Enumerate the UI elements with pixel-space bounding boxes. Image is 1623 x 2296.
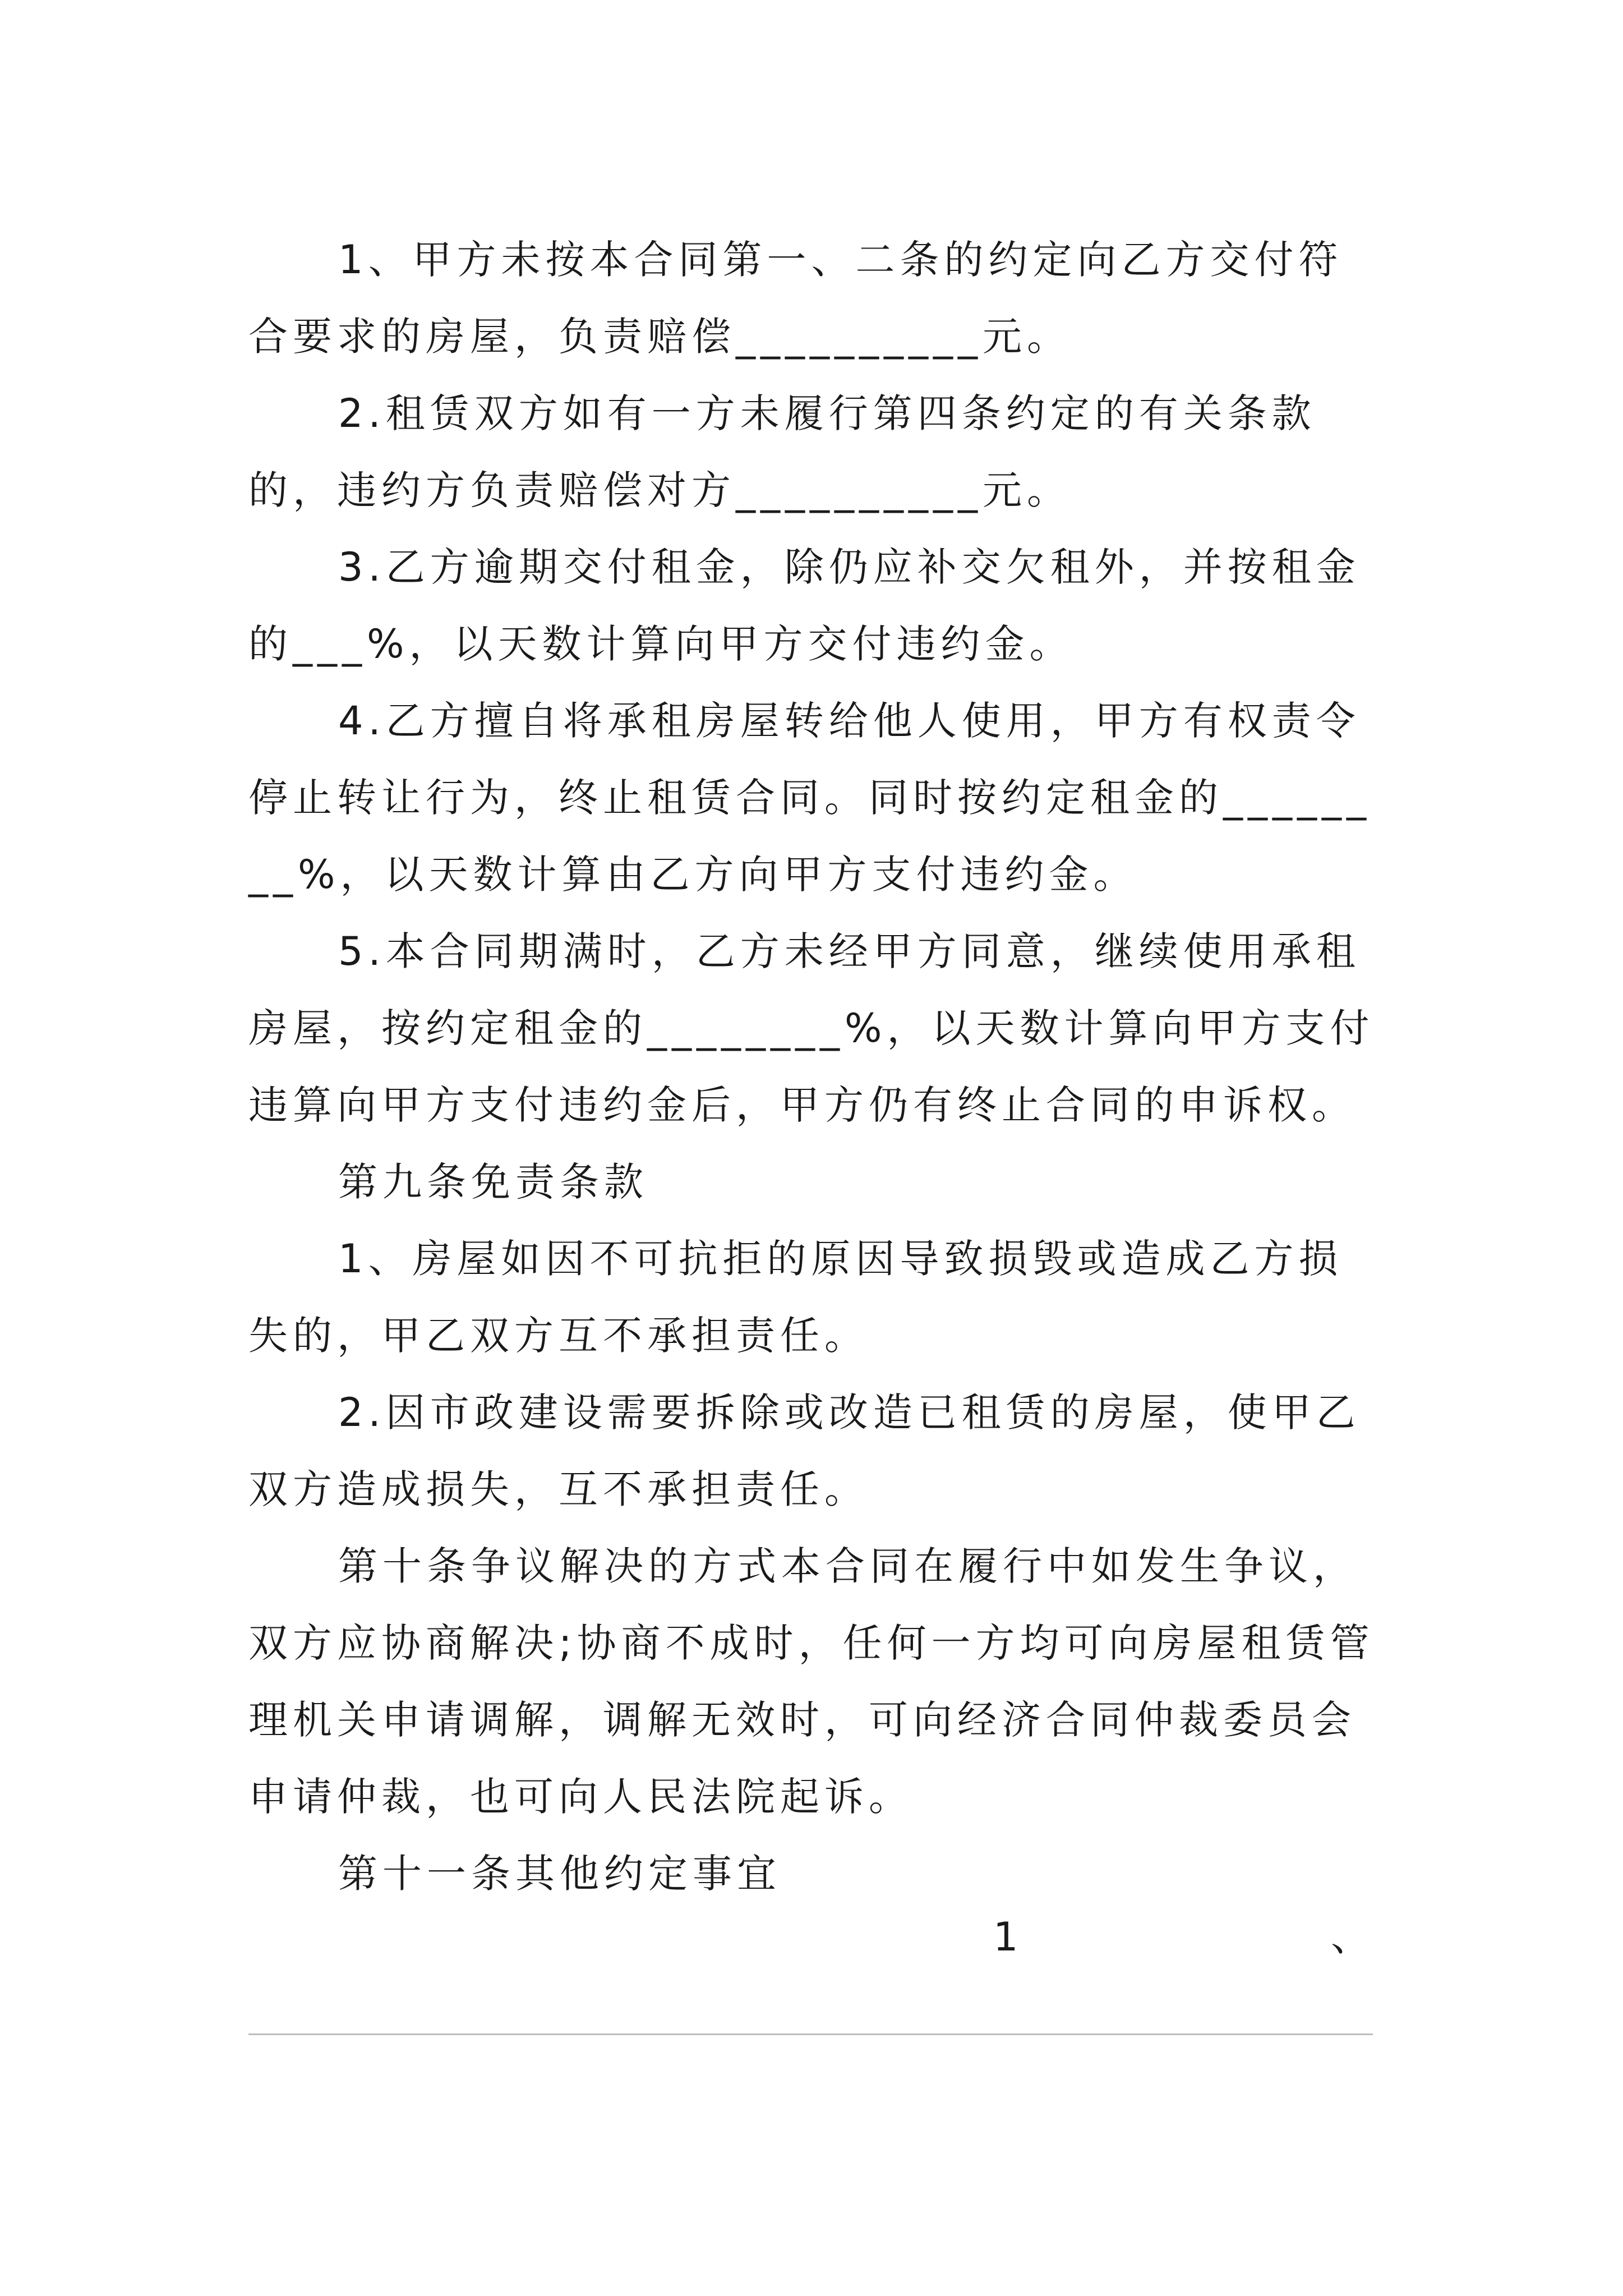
clause-paragraph: 4.乙方擅自将承租房屋转给他人使用，甲方有权责令停止转让行为，终止租赁合同。同时按约定租金的________%，以天数计算由乙方向甲方支付违约金。 (248, 698, 1371, 898)
tail-mark: 、 (1331, 1914, 1370, 1960)
clause-paragraph: 第十条争议解决的方式本合同在履行中如发生争议，双方应协商解决;协商不成时，任何一方均可向房屋租赁管理机关申请调解，调解无效时，可向经济合同仲裁委员会申请仲裁，也可向人民法院起诉。 (248, 1543, 1375, 1820)
section-heading: 第十一条其他约定事宜 (338, 1851, 781, 1897)
bottom-rule (248, 2033, 1373, 2035)
document-body (248, 222, 1384, 1912)
tail-number: 1 (993, 1914, 1018, 1960)
clause-paragraph: 2.租赁双方如有一方未履行第四条约定的有关条款的，违约方负责赔偿对方__________元。 (248, 390, 1316, 513)
clause-paragraph: 2.因市政建设需要拆除或改造已租赁的房屋，使甲乙双方造成损失，互不承担责任。 (248, 1389, 1361, 1512)
tail-line (248, 1899, 1384, 1976)
section-heading: 第九条免责条款 (338, 1159, 648, 1205)
clause-paragraph: 5.本合同期满时，乙方未经甲方同意，继续使用承租房屋，按约定租金的________%，以天数计算向甲方支付违算向甲方支付违约金后，甲方仍有终止合同的申诉权。 (248, 928, 1375, 1128)
clause-paragraph: 1、甲方未按本合同第一、二条的约定向乙方交付符合要求的房屋，负责赔偿__________元。 (248, 237, 1343, 360)
clause-paragraph: 1、房屋如因不可抗拒的原因导致损毁或造成乙方损失的，甲乙双方互不承担责任。 (248, 1236, 1343, 1359)
clause-paragraph: 3.乙方逾期交付租金，除仍应补交欠租外，并按租金的___%，以天数计算向甲方交付违约金。 (248, 544, 1361, 667)
